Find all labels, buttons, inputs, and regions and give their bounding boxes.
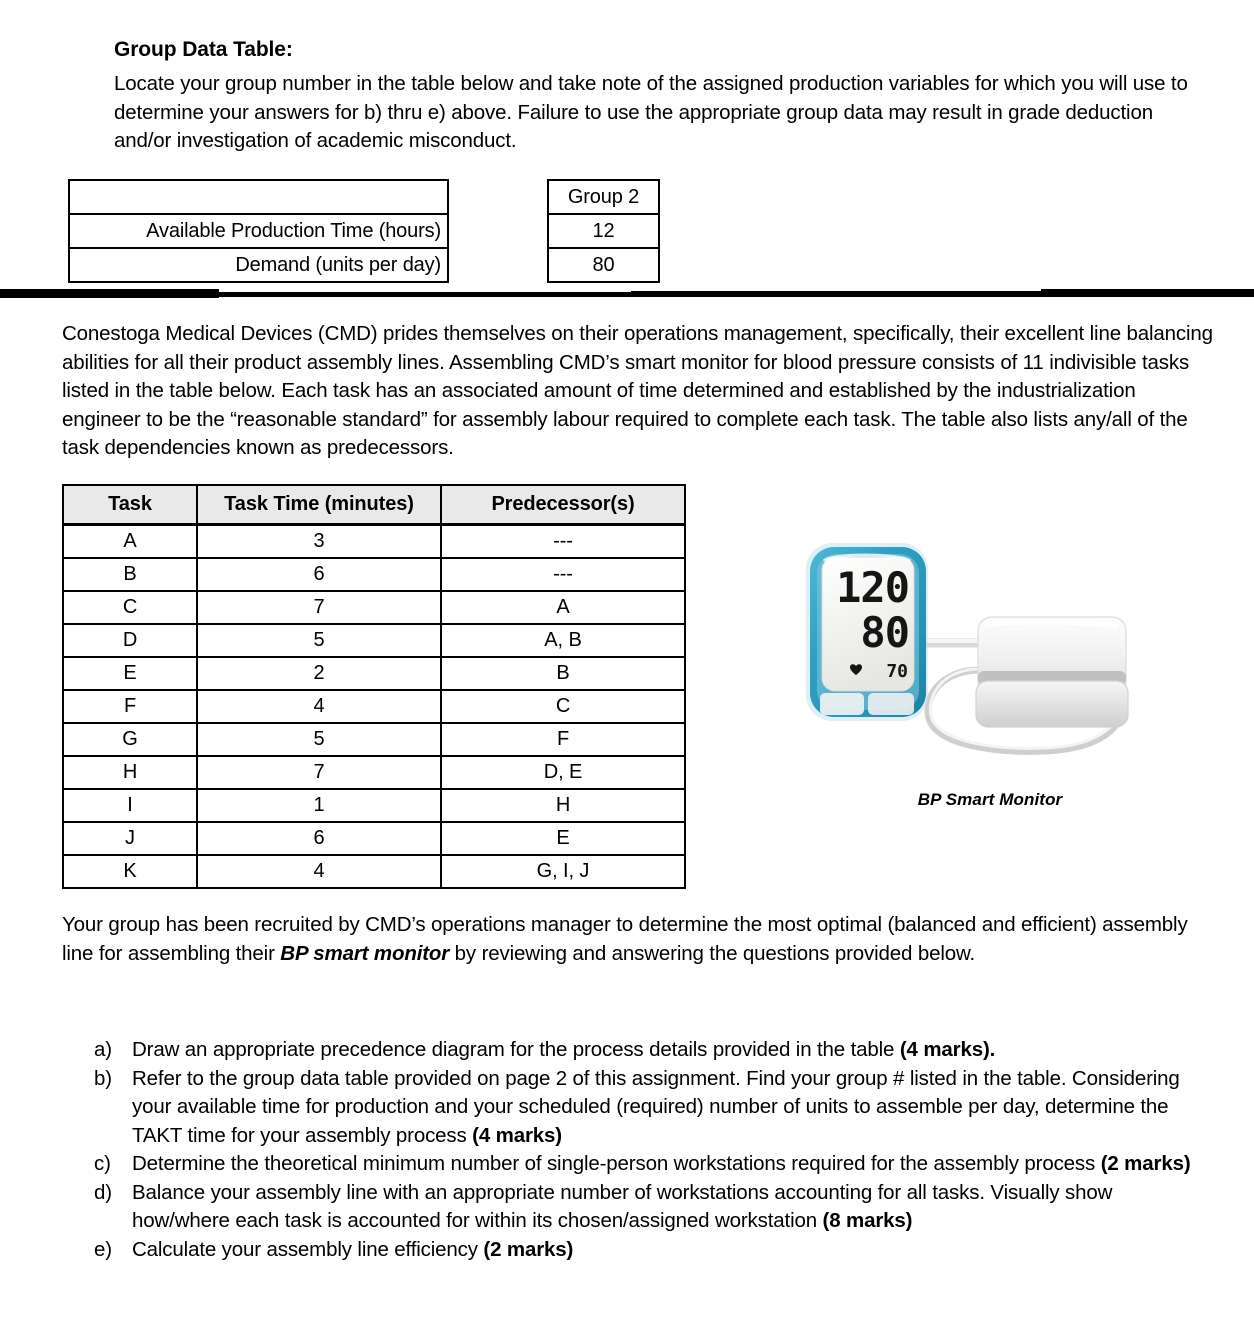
section-divider-rule bbox=[0, 289, 219, 298]
cell-predecessor: --- bbox=[441, 525, 685, 559]
group-column-header: Group 2 bbox=[548, 180, 659, 214]
question-body: Balance your assembly line with an appropriate number of workstations accounting for all tasks. Visually show how/where each task is accounted for within its chosen/assigned workstation bbox=[132, 1180, 1113, 1232]
list-item-marker: d) bbox=[94, 1180, 112, 1204]
column-header-predecessors: Predecessor(s) bbox=[441, 485, 685, 525]
row-value-demand: 80 bbox=[548, 248, 659, 282]
question-marks: (8 marks) bbox=[822, 1209, 913, 1232]
table-row bbox=[69, 214, 659, 248]
cell-predecessor: A, B bbox=[441, 624, 685, 657]
cell-time: 4 bbox=[197, 690, 441, 723]
question-body: Determine the theoretical minimum number of single-person workstations required for the assembly process bbox=[132, 1152, 1101, 1175]
table-row bbox=[63, 756, 685, 789]
column-header-task: Task bbox=[63, 485, 197, 525]
cell-predecessor: --- bbox=[441, 558, 685, 591]
bp-monitor-button-right bbox=[868, 693, 914, 715]
list-item bbox=[94, 1236, 1214, 1265]
group-table-spacer bbox=[448, 214, 548, 248]
task-time-predecessor-table bbox=[62, 484, 686, 889]
bp-monitor-illustration bbox=[790, 525, 1190, 785]
list-item-text bbox=[132, 1179, 1214, 1236]
cell-task: E bbox=[63, 657, 197, 690]
list-item-text bbox=[132, 1065, 1214, 1151]
group-data-heading: Group Data Table: bbox=[114, 38, 293, 61]
cell-predecessor: C bbox=[441, 690, 685, 723]
list-item bbox=[94, 1036, 1214, 1065]
list-item-text bbox=[132, 1036, 1214, 1065]
section-divider-rule bbox=[631, 291, 1041, 297]
question-marks: (2 marks) bbox=[1100, 1152, 1191, 1175]
cell-time: 5 bbox=[197, 624, 441, 657]
figure-caption: BP Smart Monitor bbox=[917, 790, 1063, 809]
list-item-marker: e) bbox=[94, 1237, 112, 1261]
table-row bbox=[63, 657, 685, 690]
group-data-intro-paragraph: Locate your group number in the table below and take note of the assigned production variables for which you will use to determine your answers for b) thru e) above. Failure to use the appropriate group data may result in grade deduction and/or investigation of academic misconduct. bbox=[114, 72, 1188, 152]
cell-task: K bbox=[63, 855, 197, 888]
table-row bbox=[63, 723, 685, 756]
bp-cuff bbox=[976, 617, 1128, 727]
cell-time: 7 bbox=[197, 756, 441, 789]
question-marks: (4 marks). bbox=[899, 1038, 996, 1061]
column-header-task-time: Task Time (minutes) bbox=[197, 485, 441, 525]
group-table-spacer bbox=[448, 248, 548, 282]
cell-time: 5 bbox=[197, 723, 441, 756]
row-label-production-time: Available Production Time (hours) bbox=[69, 214, 448, 248]
cell-time: 7 bbox=[197, 591, 441, 624]
cell-time: 2 bbox=[197, 657, 441, 690]
list-item bbox=[94, 1179, 1214, 1236]
cell-task: A bbox=[63, 525, 197, 559]
bp-monitor-button-left bbox=[820, 693, 864, 715]
table-header-row bbox=[63, 485, 685, 525]
question-list bbox=[94, 1036, 1214, 1264]
group-data-table bbox=[68, 179, 660, 283]
recruit-text-part1: Your group has been recruited by CMD’s operations manager to determine the most optimal (balanced and efficient) assembly line for assembling their bbox=[62, 913, 1188, 965]
cell-predecessor: F bbox=[441, 723, 685, 756]
table-row bbox=[63, 822, 685, 855]
section-divider-rule bbox=[1041, 289, 1254, 297]
question-body: Calculate your assembly line efficiency bbox=[132, 1237, 484, 1261]
cell-predecessor: B bbox=[441, 657, 685, 690]
table-row bbox=[63, 591, 685, 624]
question-marks: (2 marks) bbox=[483, 1237, 574, 1261]
cell-time: 4 bbox=[197, 855, 441, 888]
cell-predecessor: G, I, J bbox=[441, 855, 685, 888]
list-item bbox=[94, 1150, 1214, 1179]
cell-time: 6 bbox=[197, 822, 441, 855]
list-item-text bbox=[132, 1236, 1214, 1265]
question-marks: (4 marks) bbox=[472, 1123, 562, 1147]
cell-task: D bbox=[63, 624, 197, 657]
recruit-text-emphasis: BP smart monitor bbox=[280, 941, 450, 965]
cell-task: G bbox=[63, 723, 197, 756]
cell-task: C bbox=[63, 591, 197, 624]
row-label-demand: Demand (units per day) bbox=[69, 248, 448, 282]
section-divider-rule bbox=[219, 292, 631, 297]
pulse-value: 70 bbox=[886, 661, 908, 682]
table-row bbox=[63, 624, 685, 657]
table-row bbox=[63, 789, 685, 822]
recruit-paragraph bbox=[62, 911, 1208, 968]
cell-time: 1 bbox=[197, 789, 441, 822]
group-table-empty-corner bbox=[69, 180, 448, 214]
diastolic-value: 80 bbox=[860, 608, 909, 657]
recruit-text-part2: by reviewing and answering the questions provided below. bbox=[449, 941, 976, 965]
table-row bbox=[63, 525, 685, 559]
row-value-production-time: 12 bbox=[548, 214, 659, 248]
question-body: Refer to the group data table provided on page 2 of this assignment. Find your group # listed in the table. Considering your available time for production and your scheduled (required) number of units to assemble per day, determine the TAKT time for your assembly process bbox=[132, 1066, 1180, 1147]
table-row bbox=[63, 558, 685, 591]
group-table-spacer bbox=[448, 180, 548, 214]
list-item-marker: b) bbox=[94, 1066, 112, 1090]
cell-predecessor: H bbox=[441, 789, 685, 822]
list-item-text bbox=[132, 1150, 1214, 1179]
cell-predecessor: A bbox=[441, 591, 685, 624]
cell-task: F bbox=[63, 690, 197, 723]
cell-task: I bbox=[63, 789, 197, 822]
list-item-marker: c) bbox=[94, 1152, 111, 1175]
cell-predecessor: E bbox=[441, 822, 685, 855]
cell-time: 3 bbox=[197, 525, 441, 559]
list-item bbox=[94, 1065, 1214, 1151]
cell-predecessor: D, E bbox=[441, 756, 685, 789]
table-row bbox=[63, 855, 685, 888]
systolic-value: 120 bbox=[836, 563, 909, 612]
table-row bbox=[69, 248, 659, 282]
question-body: Draw an appropriate precedence diagram for the process details provided in the table bbox=[132, 1038, 900, 1061]
cell-task: J bbox=[63, 822, 197, 855]
table-row bbox=[63, 690, 685, 723]
cell-task: B bbox=[63, 558, 197, 591]
case-intro-paragraph: Conestoga Medical Devices (CMD) prides themselves on their operations management, specifically, their excellent line balancing abilities for all their product assembly lines. Assembling CMD’s smart monitor for blood pressure consists of 11 indivisible tasks listed in the table below. Each task has an associated amount of time determined and established by the industrialization engineer to be the “reasonable standard” for assembly labour required to complete each task. The table also lists any/all of the task dependencies known as predecessors. bbox=[62, 322, 1213, 459]
table-row bbox=[69, 180, 659, 214]
list-item-marker: a) bbox=[94, 1038, 112, 1061]
cell-time: 6 bbox=[197, 558, 441, 591]
bp-monitor-figure bbox=[790, 525, 1190, 825]
cell-task: H bbox=[63, 756, 197, 789]
